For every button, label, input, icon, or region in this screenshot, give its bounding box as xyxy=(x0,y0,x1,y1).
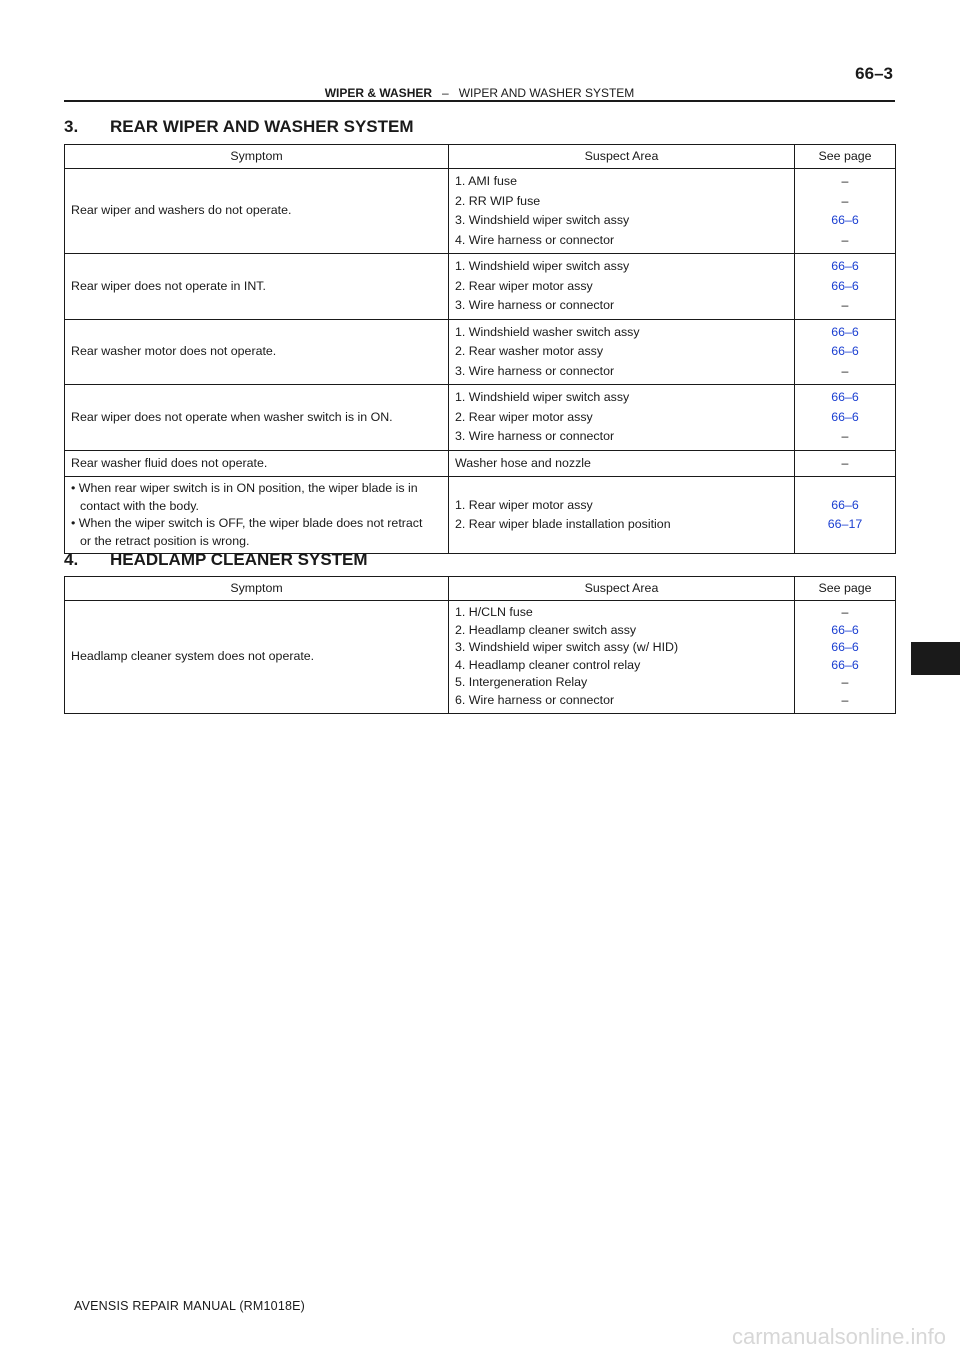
suspect-area-item: 4. Headlamp cleaner control relay xyxy=(455,657,641,672)
page-ref-link[interactable]: 66–17 xyxy=(827,517,863,531)
table-header-row xyxy=(65,577,896,601)
page-ref-link[interactable]: 66–6 xyxy=(831,390,859,404)
see-page-cell xyxy=(795,601,896,714)
rear-wiper-trouble-table xyxy=(64,144,896,554)
column-header-symptom: Symptom xyxy=(65,145,449,169)
table-row xyxy=(65,477,896,554)
table-row xyxy=(65,254,896,320)
suspect-area-item: 3. Wire harness or connector xyxy=(455,363,615,378)
headlamp-cleaner-trouble-table xyxy=(64,576,896,714)
symptom-text: • When the wiper switch is OFF, the wiper blade does not retract xyxy=(71,516,423,530)
page-ref-link[interactable]: 66–6 xyxy=(831,622,859,637)
suspect-area-cell xyxy=(449,385,795,451)
watermark: carmanualsonline.info xyxy=(731,1324,946,1349)
header-section: WIPER & WASHER xyxy=(324,86,433,100)
page-ref-none: – xyxy=(841,605,849,619)
suspect-area-item: 1. Windshield washer switch assy xyxy=(455,324,640,339)
page-ref-none: – xyxy=(841,298,849,312)
page-ref-none: – xyxy=(841,174,849,188)
symptom-text: Rear wiper and washers do not operate. xyxy=(71,203,292,218)
suspect-area-item: 2. Headlamp cleaner switch assy xyxy=(455,622,637,637)
suspect-area-item: 6. Wire harness or connector xyxy=(455,692,615,707)
see-page-cell xyxy=(795,477,896,554)
symptom-text: Rear washer fluid does not operate. xyxy=(71,455,268,470)
column-header-suspect-area: Suspect Area xyxy=(449,577,795,601)
section-heading-headlamp-cleaner xyxy=(64,550,368,570)
page-ref-link[interactable]: 66–6 xyxy=(831,324,859,339)
suspect-area-item: 1. H/CLN fuse xyxy=(455,605,533,619)
table-row xyxy=(65,385,896,451)
suspect-area-item: 3. Windshield wiper switch assy xyxy=(455,213,630,227)
suspect-area-item: Washer hose and nozzle xyxy=(455,455,591,470)
page-ref-link[interactable]: 66–6 xyxy=(831,409,859,424)
column-header-suspect-area: Suspect Area xyxy=(449,145,795,169)
page-ref-link[interactable]: 66–6 xyxy=(831,497,859,512)
page-ref-none: – xyxy=(841,232,849,247)
suspect-area-item: 2. Rear wiper motor assy xyxy=(455,409,593,424)
see-page-cell xyxy=(795,169,896,254)
symptom-text: or the retract position is wrong. xyxy=(80,533,250,548)
symptom-cell xyxy=(65,385,449,451)
page-header xyxy=(64,64,895,102)
suspect-area-item: 2. Rear wiper motor assy xyxy=(455,278,593,293)
page-ref-link[interactable]: 66–6 xyxy=(831,213,859,227)
suspect-area-item: 1. Windshield wiper switch assy xyxy=(455,259,630,273)
symptom-text: Headlamp cleaner system does not operate. xyxy=(71,648,315,663)
suspect-area-cell xyxy=(449,319,795,385)
table-row xyxy=(65,450,896,477)
page-number: 66–3 xyxy=(855,64,893,83)
suspect-area-cell xyxy=(449,450,795,477)
page-ref-none: – xyxy=(841,363,849,378)
suspect-area-item: 2. RR WIP fuse xyxy=(455,193,541,208)
symptom-text: Rear wiper does not operate when washer switch is in ON. xyxy=(71,409,393,424)
section-number: 3. xyxy=(64,117,79,136)
section-title: REAR WIPER AND WASHER SYSTEM xyxy=(110,117,414,136)
suspect-area-item: 1. Rear wiper motor assy xyxy=(455,497,593,512)
symptom-cell xyxy=(65,254,449,320)
header-subsection: WIPER AND WASHER SYSTEM xyxy=(458,86,635,100)
suspect-area-item: 1. AMI fuse xyxy=(455,174,517,188)
footer-manual-id: AVENSIS REPAIR MANUAL (RM1018E) xyxy=(74,1299,306,1313)
column-header-see-page: See page xyxy=(795,145,896,169)
suspect-area-cell xyxy=(449,254,795,320)
page-ref-link[interactable]: 66–6 xyxy=(831,278,859,293)
symptom-text: Rear wiper does not operate in INT. xyxy=(71,278,266,293)
symptom-text: Rear washer motor does not operate. xyxy=(71,344,277,358)
page-ref-link[interactable]: 66–6 xyxy=(831,657,859,672)
symptom-cell xyxy=(65,319,449,385)
table-row xyxy=(65,169,896,254)
table-row xyxy=(65,319,896,385)
see-page-cell xyxy=(795,450,896,477)
suspect-area-item: 2. Rear washer motor assy xyxy=(455,344,604,358)
suspect-area-item: 3. Wire harness or connector xyxy=(455,429,615,443)
section-title: HEADLAMP CLEANER SYSTEM xyxy=(110,550,368,569)
symptom-cell xyxy=(65,450,449,477)
suspect-area-cell xyxy=(449,477,795,554)
header-separator: – xyxy=(442,86,449,100)
see-page-cell xyxy=(795,319,896,385)
page-ref-link[interactable]: 66–6 xyxy=(831,344,859,358)
table-row xyxy=(65,601,896,714)
suspect-area-item: 4. Wire harness or connector xyxy=(455,232,615,247)
page-ref-none: – xyxy=(841,193,849,208)
page-ref-none: – xyxy=(841,692,849,707)
page-ref-link[interactable]: 66–6 xyxy=(831,640,859,655)
suspect-area-item: 5. Intergeneration Relay xyxy=(455,675,588,690)
page-ref-link[interactable]: 66–6 xyxy=(831,259,859,273)
page-ref-none: – xyxy=(841,429,849,443)
symptom-text: • When rear wiper switch is in ON position, the wiper blade is in xyxy=(71,481,418,495)
running-header xyxy=(64,86,895,100)
section-number: 4. xyxy=(64,550,79,569)
suspect-area-cell xyxy=(449,169,795,254)
chapter-thumb-tab xyxy=(911,642,960,675)
page-ref-none: – xyxy=(841,455,849,470)
suspect-area-item: 3. Wire harness or connector xyxy=(455,298,615,312)
suspect-area-item: 2. Rear wiper blade installation position xyxy=(455,517,671,531)
suspect-area-cell xyxy=(449,601,795,714)
suspect-area-item: 3. Windshield wiper switch assy (w/ HID) xyxy=(455,640,679,655)
column-header-see-page: See page xyxy=(795,577,896,601)
section-heading-rear-wiper xyxy=(64,117,414,137)
header-rule xyxy=(64,100,895,102)
suspect-area-item: 1. Windshield wiper switch assy xyxy=(455,390,630,404)
symptom-text: contact with the body. xyxy=(80,498,199,513)
symptom-cell xyxy=(65,601,449,714)
column-header-symptom: Symptom xyxy=(65,577,449,601)
page-ref-none: – xyxy=(841,675,849,690)
symptom-cell xyxy=(65,477,449,554)
symptom-cell xyxy=(65,169,449,254)
table-header-row xyxy=(65,145,896,169)
see-page-cell xyxy=(795,385,896,451)
see-page-cell xyxy=(795,254,896,320)
